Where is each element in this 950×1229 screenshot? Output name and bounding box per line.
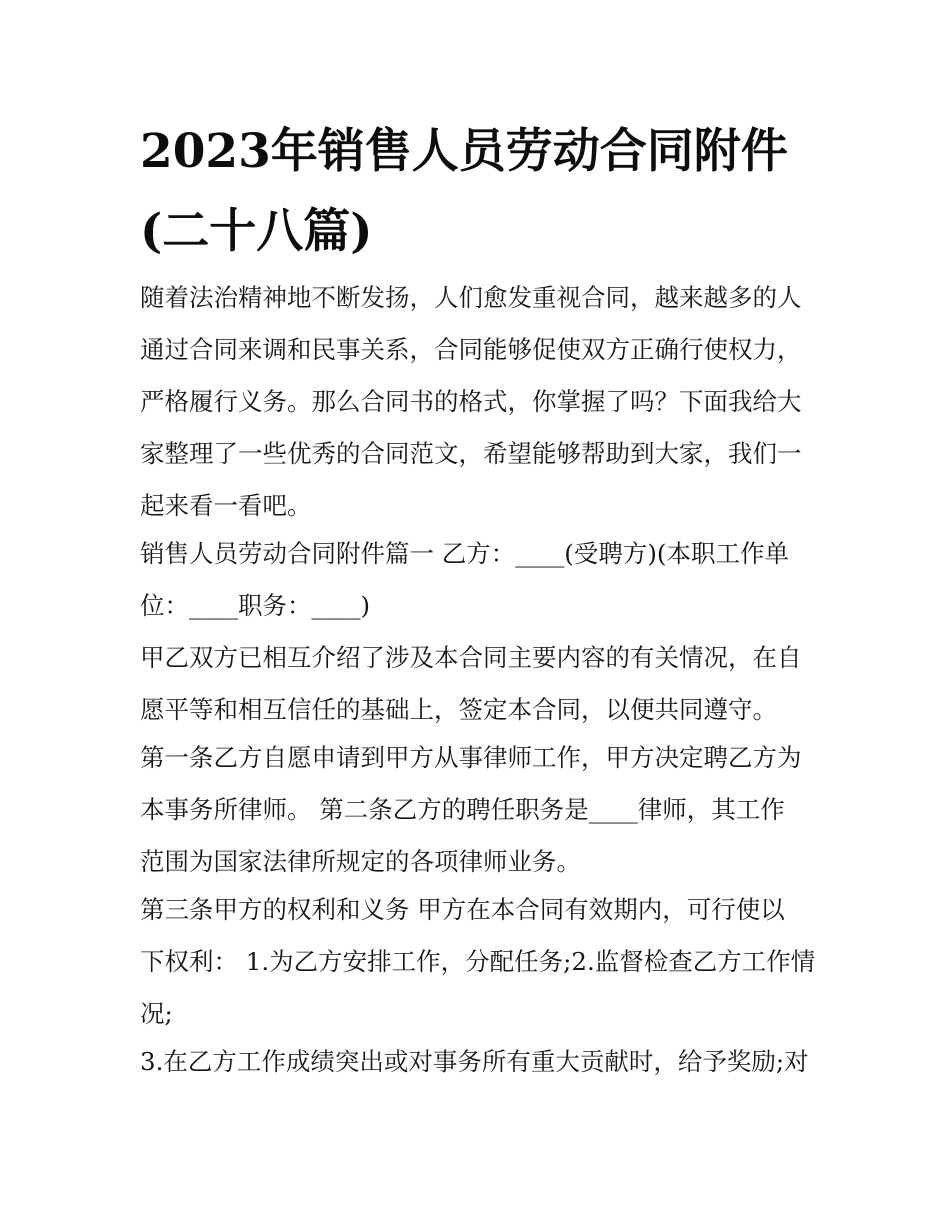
rights-item-three-paragraph [140, 1036, 820, 1088]
text-line: 随着法治精神地不断发扬，人们愈发重视合同，越来越多的人 [140, 283, 802, 312]
contract-party-paragraph [140, 528, 820, 632]
text-line: 范围为国家法律所规定的各项律师业务。 [140, 847, 581, 876]
text-line: 销售人员劳动合同附件篇一 乙方：____(受聘方)(本职工作单 [140, 539, 789, 568]
text-line: 第一条乙方自愿申请到甲方从事律师工作，甲方决定聘乙方为 [140, 743, 802, 772]
mutual-agreement-paragraph [140, 632, 820, 736]
text-line: 家整理了一些优秀的合同范文，希望能够帮助到大家，我们一 [140, 439, 802, 468]
text-line: 起来看一看吧。 [140, 491, 312, 520]
intro-paragraph [140, 272, 820, 532]
text-line: 3.在乙方工作成绩突出或对事务所有重大贡献时，给予奖励;对 [140, 1047, 809, 1076]
text-line: 第三条甲方的权利和义务 甲方在本合同有效期内，可行使以 [140, 895, 785, 924]
title-line: (二十八篇) [140, 204, 373, 259]
article-one-two-paragraph [140, 732, 820, 888]
text-line: 本事务所律师。 第二条乙方的聘任职务是____律师，其工作 [140, 795, 785, 824]
text-line: 愿平等和相互信任的基础上，签定本合同，以便共同遵守。 [140, 695, 777, 724]
text-line: 甲乙双方已相互介绍了涉及本合同主要内容的有关情况，在自 [140, 643, 802, 672]
text-line: 下权利： 1.为乙方安排工作，分配任务;2.监督检查乙方工作情 [140, 947, 816, 976]
document-title [140, 112, 830, 272]
text-line: 通过合同来调和民事关系，合同能够促使双方正确行使权力， [140, 335, 802, 364]
text-line: 位：____职务：____) [140, 591, 371, 620]
title-line: 2023年销售人员劳动合同附件 [140, 124, 788, 179]
text-line: 严格履行义务。那么合同书的格式，你掌握了吗？下面我给大 [140, 387, 802, 416]
article-three-paragraph [140, 884, 820, 1040]
text-line: 况; [140, 999, 173, 1028]
